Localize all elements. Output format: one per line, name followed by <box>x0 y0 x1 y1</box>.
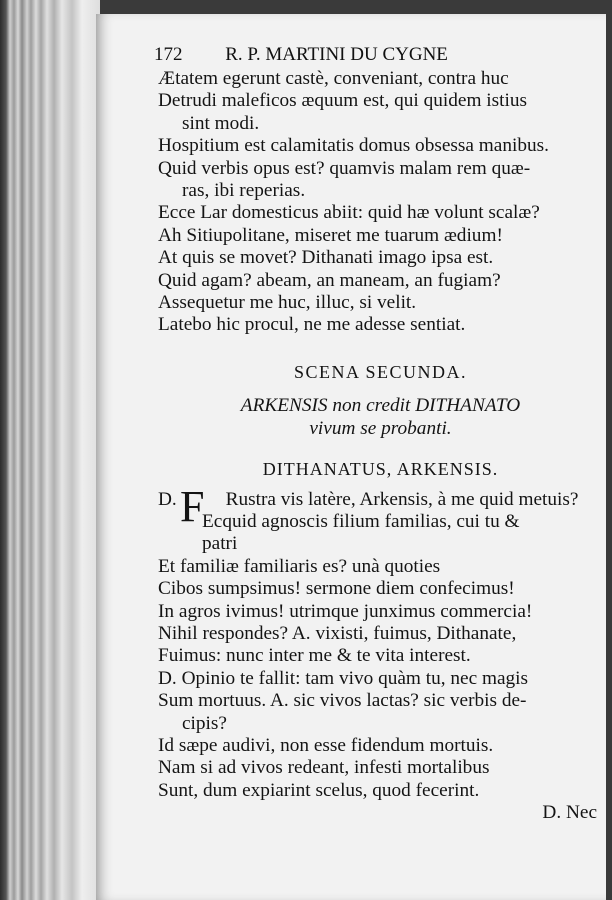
text-line: Et familiæ familiaris es? unà quoties <box>158 555 441 577</box>
text-line: sint modi. <box>182 112 260 134</box>
text-line: Rustra vis latère, Arkensis, à me quid metuis? <box>225 488 579 510</box>
body-text <box>158 68 603 825</box>
text-line: Sum mortuus. A. sic vivos lactas? sic verbis de- <box>158 690 527 712</box>
text-line: At quis se movet? Dithanati imago ipsa est. <box>158 247 494 269</box>
text-line: Ecce Lar domesticus abiit: quid hæ volunt scalæ? <box>158 202 540 224</box>
text-line: Ecquid agnoscis filium familias, cui tu & <box>202 510 520 532</box>
text-line: Latebo hic procul, ne me adesse sentiat. <box>158 314 466 336</box>
page-edges <box>0 0 100 900</box>
catchword: D. Nec <box>542 802 597 824</box>
scene-argument-continued: vivum se probanti. <box>309 417 452 439</box>
scene-argument: ARKENSIS non credit DITHANATO <box>240 395 521 417</box>
scene-title: SCENA SECUNDA. <box>293 361 468 382</box>
running-title: R. P. MARTINI DU CYGNE <box>225 44 448 65</box>
text-line: Quid verbis opus est? quamvis malam rem quæ- <box>158 157 531 179</box>
text-line: Fuimus: nunc inter me & te vita interest. <box>158 645 471 667</box>
text-line: Assequetur me huc, illuc, si velit. <box>158 292 417 314</box>
running-header <box>154 44 594 66</box>
scene-persons: DITHANATUS, ARKENSIS. <box>262 459 499 480</box>
text-line: Ætatem egerunt castè, conveniant, contra huc <box>158 68 509 89</box>
text-line: Quid agam? abeam, an maneam, an fugiam? <box>158 269 501 291</box>
text-line: Sunt, dum expiarint scelus, quod fecerint. <box>158 779 480 801</box>
text-line: In agros ivimus! utrimque junximus commercia! <box>158 600 533 622</box>
text-line: Cibos sumpsimus! sermone diem confecimus! <box>158 578 515 600</box>
text-line: Id sæpe audivi, non esse fidendum mortuis. <box>158 734 494 756</box>
text-line: Ah Sitiupolitane, miseret me tuarum ædium! <box>158 224 503 246</box>
text-line: Hospitium est calamitatis domus obsessa manibus. <box>158 135 549 157</box>
text-line: Detrudi maleficos æquum est, qui quidem istius <box>158 90 527 112</box>
text-line: cipis? <box>182 712 227 734</box>
text-line: Nihil respondes? A. vixisti, fuimus, Dithanate, <box>158 622 517 644</box>
text-line: ras, ibi reperias. <box>182 180 306 202</box>
page-number: 172 <box>154 44 183 65</box>
text-line: D. Opinio te fallit: tam vivo quàm tu, nec magis <box>158 667 529 689</box>
speaker-tag: D. <box>158 488 177 510</box>
text-line: patri <box>202 533 238 555</box>
book-page <box>96 14 606 900</box>
text-line: Nam si ad vivos redeant, infesti mortalibus <box>158 757 490 779</box>
drop-capital: F <box>180 481 205 531</box>
